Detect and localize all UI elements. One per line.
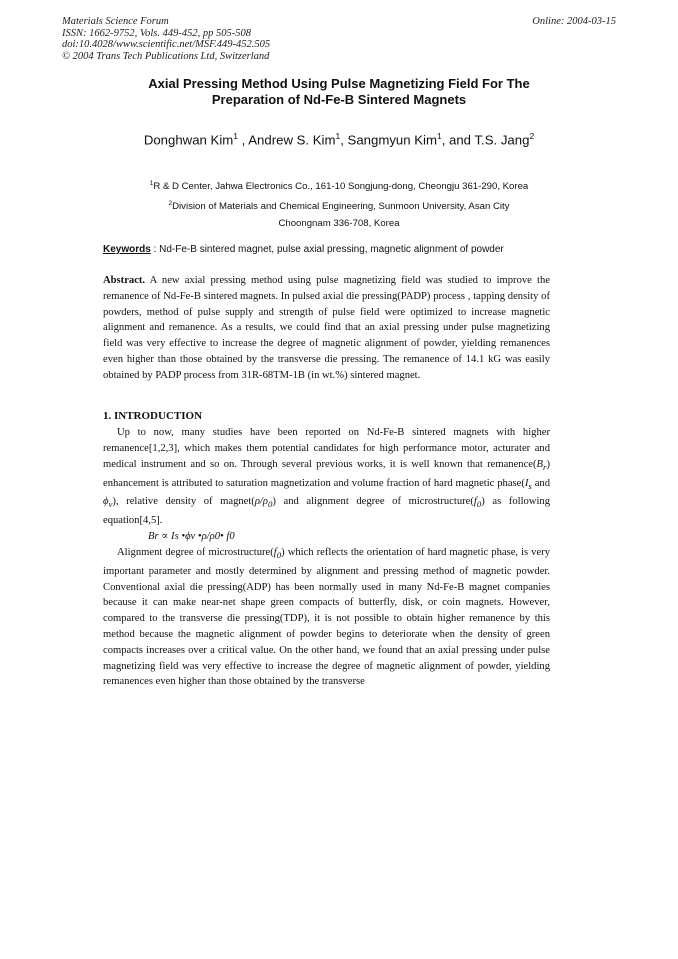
affiliation-mark: 1	[149, 180, 154, 187]
author-list	[70, 131, 608, 147]
author-affiliation-mark: 1	[335, 131, 341, 141]
author-name: Sangmyun Kim	[347, 132, 437, 148]
affiliation-1: $^1$R & D Center, Jahwa Electronics Co., 161-10 Songjung-dong, Cheongju 361-290, Korea	[149, 180, 529, 193]
symbol-remanence: $B_r$	[536, 458, 547, 472]
symbol-alignment: $f_0$	[473, 496, 482, 510]
symbol-volume-fraction: $\phi_v$	[103, 496, 113, 510]
affiliation-mark: 2	[168, 200, 173, 208]
symbol-relative-density: $\rho/\rho_0$	[254, 496, 273, 510]
intro-paragraph-2: Alignment degree of $microstructure(f_0)$ which reflects the orientation of hard magnetic phase, is very important parameter and mostly determined by alignment and pressing method of magnetic powder. Conventional axial die pressing(ADP) has been normally used in many Nd-Fe-B magnet companies because it can make near-net shape green compacts of butterfly, disk, or coin magnets. However, compared to the transverse die pressing(TDP), it is not possible to obtain higher remanence by this method because the magnetic alignment of powder begins to deteriorate when the density of green compacts increases over a critical value. On the other hand, we found that an axial pressing under pulse magnetizing field was very effective to increase the degree of magnetic alignment of powder, yielding remanences even higher than those obtained by the transverse	[103, 546, 550, 688]
symbol-saturation: $I_s$	[524, 477, 532, 491]
author-name: T.S. Jang	[474, 132, 530, 148]
doi-link[interactable]: doi:10.4028/www.scientific.net/MSF.449-452.505	[62, 39, 271, 50]
author-name: Andrew S. Kim	[248, 132, 336, 148]
author-separator: ,	[340, 132, 348, 148]
affiliation-2-cont: Choongnam 336-708, Korea	[278, 218, 400, 230]
author-affiliation-mark: 1	[436, 131, 442, 141]
affiliations	[90, 175, 588, 232]
section-heading-introduction: 1. INTRODUCTION	[103, 410, 203, 422]
symbol-alignment: $f_0$	[273, 546, 282, 561]
author-affiliation-mark: 1	[233, 131, 238, 141]
abstract	[103, 273, 550, 384]
issn-line: ISSN: 1662-9752, Vols. 449-452, pp 505-508	[62, 27, 251, 39]
journal-header	[62, 16, 270, 62]
author-name: Donghwan Kim	[143, 132, 234, 148]
abstract-label: Abstract.	[103, 275, 146, 286]
equation: Br ∝ Is •ϕv •ρ/ρ0• f0	[148, 531, 235, 543]
abstract-paragraph	[103, 273, 550, 384]
affiliation-2: $^2$Division of Materials and Chemical Engineering, Sunmoon University, Asan City	[168, 200, 510, 213]
keywords-label: Keywords	[103, 244, 151, 255]
copyright-line: © 2004 Trans Tech Publications Ltd, Switzerland	[62, 50, 270, 62]
journal-name: Materials Science Forum	[62, 16, 169, 27]
introduction-body	[103, 425, 550, 690]
abstract-text: A new axial pressing method using pulse magnetizing field was studied to improve the remanence of Nd-Fe-B sintered magnets. In pulsed axial die pressing(PADP) process , tapping density of powders, method of pulse supply and strength of pulse field were optimized to increase magnetic alignment and remanence. As a results, we could find that an axial pressing under pulse magnetizing field was very effective to increase the degree of magnetic alignment of powder, yielding remanences even higher than those obtained by the transverse die pressing. The remanence of 14.1 kG was easily obtained by PADP process from 31R-68TM-1B (in wt.%) sintered magnet.	[103, 275, 550, 381]
keywords-text: : Nd-Fe-B sintered magnet, pulse axial pressing, magnetic alignment of powder	[150, 244, 504, 255]
online-date: Online: 2004-03-15	[532, 16, 616, 27]
title-line-2: Preparation of Nd-Fe-B Sintered Magnets	[211, 92, 467, 107]
paper-title	[100, 76, 578, 108]
author-separator: , and	[441, 132, 475, 148]
keywords	[103, 244, 504, 255]
author-separator: ,	[237, 132, 249, 148]
intro-paragraph-1: Up to now, many studies have been reported on Nd-Fe-B sintered magnets with higher remanence[1,2,3], which makes them potential candidates for high performance motor, acturater and medical instrument and so on. Through several previous works, it is well known that $remanence(B_r)$ enhancement is attributed to saturation magnetization and volume fraction of hard magnetic $phase(I_s$ and $\phi_v$), relative density of $magnet(\rho/\rho_0)$ and alignment degree of $microstructure(f_0)$ as following equation[4,5].	[103, 427, 551, 527]
author-affiliation-mark: 2	[529, 131, 535, 141]
title-line-1: Axial Pressing Method Using Pulse Magnetizing Field For The	[148, 76, 530, 91]
